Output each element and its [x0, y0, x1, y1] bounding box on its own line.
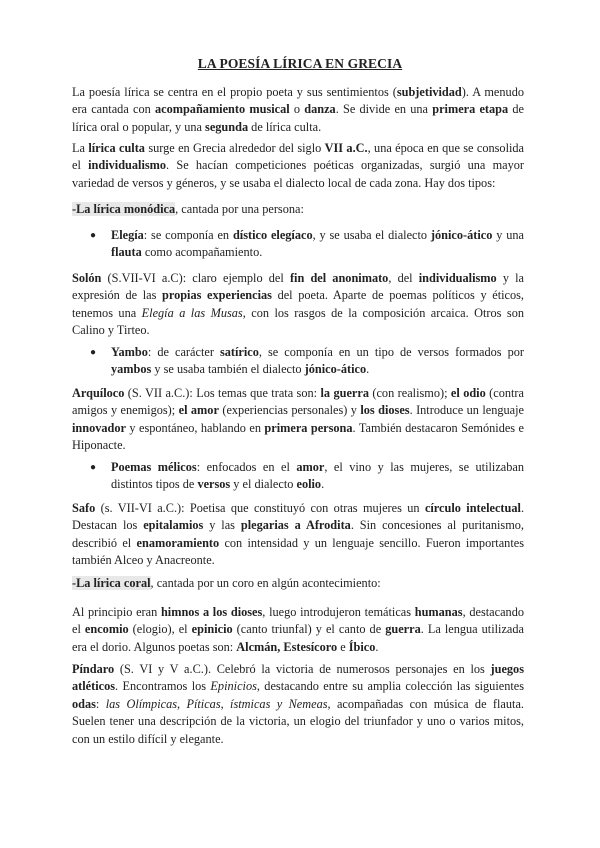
text-run: , destacando el	[72, 605, 524, 637]
text-run: o	[289, 102, 305, 117]
text-run: . Introduce un lenguaje	[409, 403, 524, 418]
bold-text: dístico elegíaco	[232, 228, 313, 242]
text-run: (canto triunfal) y el canto de	[232, 622, 386, 637]
text-run: La	[72, 141, 89, 155]
bold-text: Poemas mélicos	[111, 460, 197, 474]
text-run: . Destacan los	[72, 501, 525, 533]
bold-text: propias experiencias	[162, 288, 272, 303]
bold-text: Yambo	[111, 345, 148, 359]
text-run: .	[375, 639, 379, 654]
text-run: :	[95, 696, 106, 711]
bold-text: himnos a los dioses	[160, 605, 263, 619]
bold-text: epinicio	[191, 622, 233, 637]
bold-text: yambos	[111, 362, 152, 377]
bold-text: Íbico	[348, 639, 376, 654]
bold-text: Arquíloco	[72, 386, 125, 400]
text-run: .	[321, 477, 325, 492]
text-run: (S. VI y V a.C.). Celebró la victoria de numerosos personajes en los	[114, 662, 491, 676]
text-run: (contra amigos y enemigos);	[72, 386, 524, 418]
bold-text: subjetividad	[396, 85, 462, 99]
text-run: acompañadas con música de flauta. Suelen tener una descripción de la victoria, un elogio del triunfador y uno o varios mitos, con un estilo difícil y elegante.	[72, 696, 524, 746]
bold-text: encomio	[84, 622, 129, 637]
bold-text: odas	[72, 696, 96, 711]
text-run: : se componía en	[143, 228, 233, 242]
text-run: . Se hacían competiciones poéticas organizadas, surgió una mayor variedad de versos y géneros, y se usaba el dialecto local de cada zona. Hay dos tipos:	[72, 158, 524, 190]
text-run: La poesía lírica se centra en el propio poeta y sus sentimientos (	[72, 85, 397, 99]
intro-paragraph	[72, 84, 524, 136]
text-run: de lírica oral o popular, y una	[72, 102, 524, 134]
text-run: y se usaba también el dialecto	[151, 362, 305, 377]
bold-text: -La lírica coral	[72, 576, 151, 590]
text-run: , cantada por una persona:	[175, 202, 304, 216]
bold-text: epitalamios	[143, 518, 204, 533]
bold-text: acompañamiento musical	[154, 102, 290, 117]
arquiloco-paragraph	[72, 385, 524, 455]
heading-lirica-monodica	[72, 201, 524, 218]
text-run: , una época en que se consolida el	[72, 141, 525, 173]
bold-text: Solón	[72, 271, 102, 285]
text-run: y el dialecto	[230, 477, 297, 492]
text-run: (experiencias personales) y	[218, 403, 361, 418]
bold-text: jónico-ático	[304, 362, 367, 377]
bold-text: jónico-ático	[430, 228, 493, 242]
heading-lirica-coral	[72, 575, 524, 592]
bold-text: lírica culta	[88, 141, 145, 155]
text-run: . Se divide en una	[335, 102, 433, 117]
text-run: con intensidad y un lenguaje sencillo. Fueron importantes también Alceo y Anacreonte.	[72, 535, 524, 568]
text-run: ). A menudo era cantada con	[72, 85, 524, 117]
solon-paragraph	[72, 270, 524, 340]
text-run: y las	[203, 518, 241, 533]
pindaro-paragraph	[72, 661, 524, 748]
text-run: , el vino y las mujeres, se utilizaban distintos tipos de	[111, 460, 524, 492]
lirica-culta-paragraph	[72, 140, 524, 192]
text-run: del poeta. Aparte de poemas políticos y éticos, tenemos una	[72, 288, 524, 320]
bold-text: plegarias a Afrodita	[240, 518, 351, 533]
bold-text: individualismo	[88, 158, 167, 173]
bullet-yambo	[111, 344, 524, 379]
bold-text: la guerra	[320, 386, 369, 400]
text-run: , cantada por un coro en algún acontecimiento:	[150, 576, 381, 590]
text-run: (s. VII-VI a.C.): Poetisa que constituyó con otras mujeres un	[95, 501, 425, 515]
bold-text: innovador	[72, 420, 126, 435]
text-run: , se componía en un tipo de versos formados por	[258, 345, 524, 359]
bold-text: flauta	[111, 245, 142, 260]
bullet-marker: ●	[90, 462, 97, 473]
text-run: (S. VII a.C.): Los temas que trata son:	[124, 386, 321, 400]
bullet-marker: ●	[90, 230, 97, 241]
text-run: , y se usaba el dialecto	[312, 228, 431, 242]
coral-paragraph	[72, 604, 524, 656]
bullet-marker: ●	[90, 347, 97, 358]
text-run: (con realismo);	[368, 386, 451, 400]
bold-text: círculo intelectual	[424, 501, 521, 515]
text-run: .	[366, 362, 370, 377]
bold-text: VII a.C.	[324, 141, 368, 155]
text-run: (S.VII-VI a.C): claro ejemplo del	[101, 271, 290, 285]
bold-text: juegos atléticos	[72, 662, 524, 694]
bold-text: enamoramiento	[136, 535, 220, 550]
text-run: y una	[492, 228, 524, 242]
text-run: , destacando entre su amplia colección las siguientes	[256, 679, 524, 694]
safo-paragraph	[72, 500, 524, 570]
text-run: , con los rasgos de la composición arcaica. Otros son Calino y Tirteo.	[72, 305, 524, 338]
text-run: y la expresión de las	[72, 271, 524, 303]
bold-text: primera etapa	[432, 102, 509, 117]
text-run: . También destacaron Semónides e Hiponacte.	[72, 420, 524, 453]
bold-text: Elegía	[111, 228, 144, 242]
bold-text: satírico	[219, 345, 259, 359]
text-run: e	[337, 639, 349, 654]
text-run: : de carácter	[147, 345, 220, 359]
text-run: y espontáneo, hablando en	[126, 420, 265, 435]
bold-text: versos	[197, 477, 231, 492]
text-run: (elogio), el	[128, 622, 192, 637]
bold-text: humanas	[414, 605, 463, 619]
bold-text: guerra	[385, 622, 421, 637]
bold-text: -La lírica monódica	[72, 202, 176, 216]
text-run: Al principio eran	[72, 605, 161, 619]
bold-text: segunda	[205, 119, 249, 134]
bold-text: Píndaro	[72, 662, 115, 676]
bold-text: primera persona	[264, 420, 353, 435]
bold-text: el odio	[450, 386, 486, 400]
bold-text: eolio	[296, 477, 322, 492]
italic-text: Epinicios	[210, 679, 257, 694]
bold-text: el amor	[178, 403, 219, 418]
document-title: LA POESÍA LÍRICA EN GRECIA	[197, 56, 403, 71]
text-run: como acompañamiento.	[141, 245, 263, 260]
bullet-elegia	[111, 227, 524, 262]
bold-text: los dioses	[360, 403, 410, 418]
bold-text: fin del anonimato	[289, 271, 389, 285]
italic-text: Elegía a las Musas	[141, 305, 243, 320]
bold-text: Alcmán, Estesícoro	[236, 639, 338, 654]
text-run: surge en Grecia alrededor del siglo	[144, 141, 325, 155]
bold-text: individualismo	[418, 271, 497, 285]
text-run: : enfocados en el	[196, 460, 297, 474]
bold-text: danza	[304, 102, 336, 117]
bullet-poemas-melicos	[111, 459, 524, 494]
text-run: . Encontramos los	[115, 679, 211, 694]
italic-text: las Olímpicas, Píticas, ístmicas y Nemeas,	[105, 696, 331, 711]
text-run: . Sin concesiones al puritanismo, describió el	[72, 518, 525, 550]
text-run: de lírica culta.	[248, 119, 322, 134]
bold-text: amor	[296, 460, 325, 474]
text-run: , del	[388, 271, 419, 285]
text-run: . La lengua utilizada era el dorio. Algunos poetas son:	[72, 622, 524, 654]
text-run: , luego introdujeron temáticas	[262, 605, 415, 619]
bold-text: Safo	[72, 501, 96, 515]
